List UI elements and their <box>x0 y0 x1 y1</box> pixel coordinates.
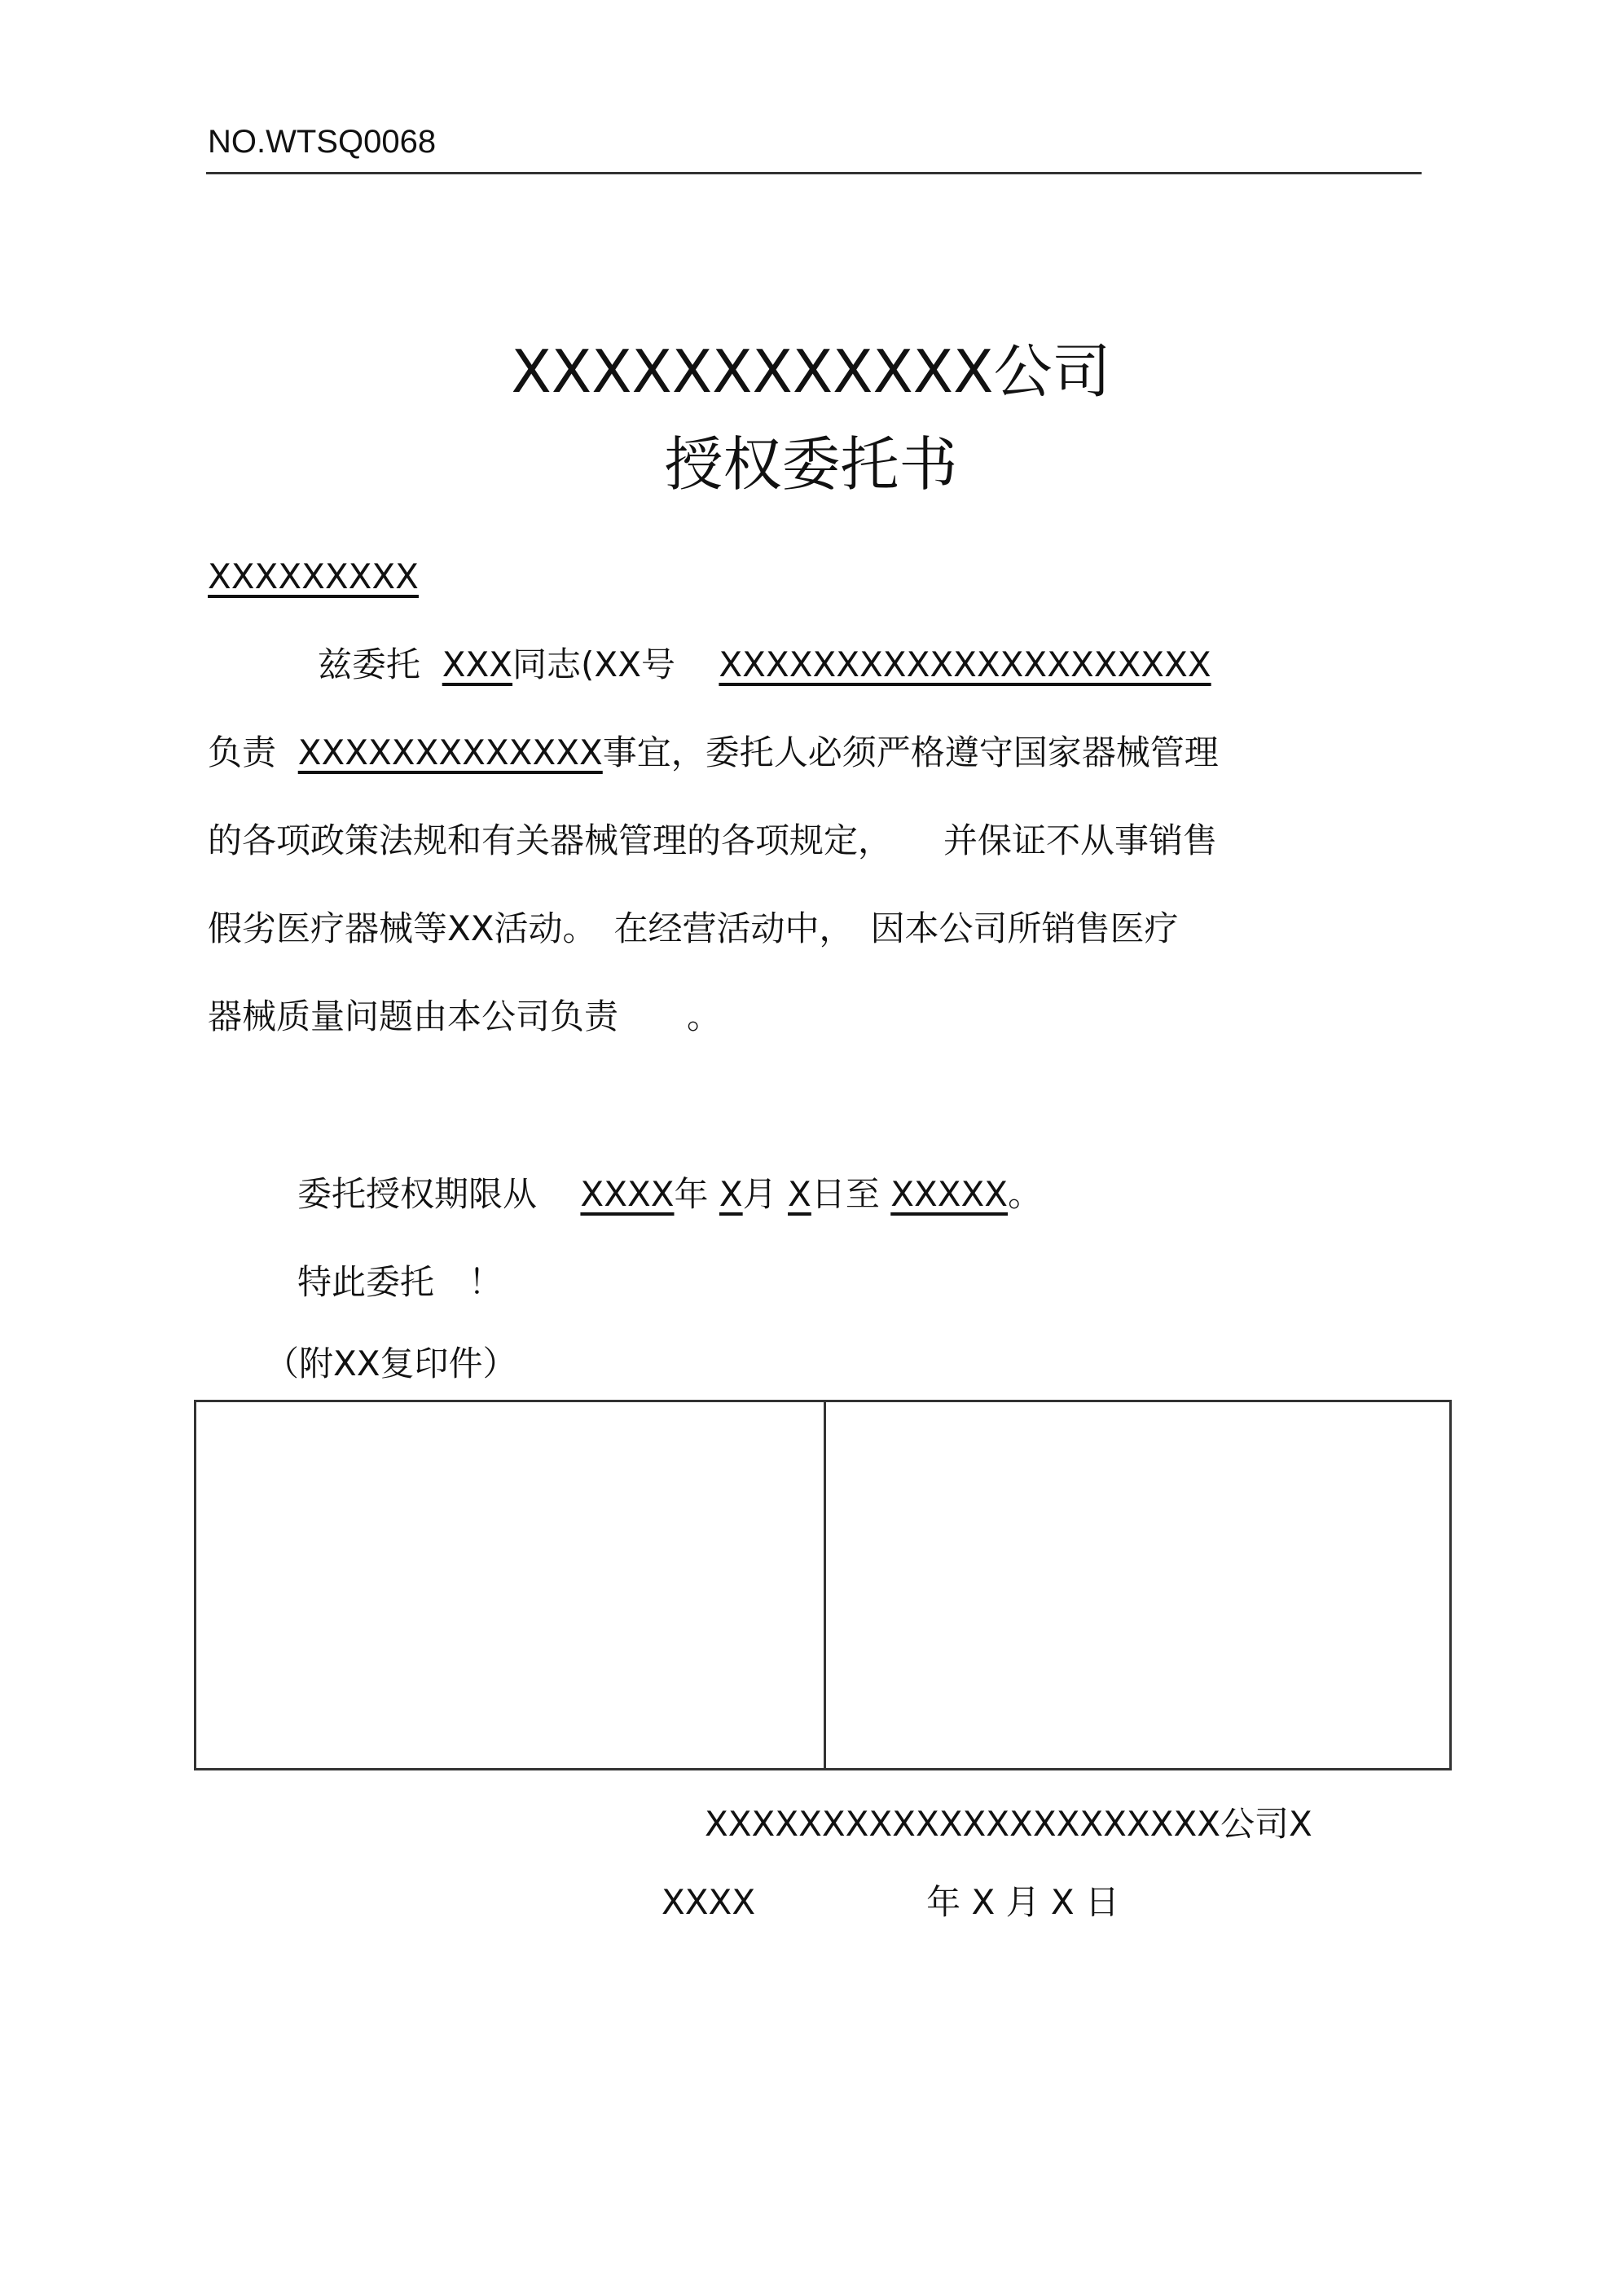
body-line-1 <box>318 621 1211 709</box>
id-number-field: XXXXXXXXXXXXXXXXXXXXX <box>719 644 1211 684</box>
id-copy-box <box>194 1400 1452 1770</box>
to-label: 日至 <box>811 1174 880 1214</box>
body-line-2-tail: 事宜，委托人必须严格遵守国家器械管理 <box>602 732 1219 772</box>
body-line-4: 假劣医疗器械等XX活动。 在经营活动中， 因本公司所销售医疗 <box>208 908 1179 948</box>
header-rule <box>206 172 1422 174</box>
body-line-2 <box>208 709 1219 797</box>
entrusted-person: XXX <box>442 644 513 684</box>
period-lead: 委托授权期限从 <box>297 1174 538 1214</box>
period-from-month: X <box>719 1174 743 1214</box>
signature-company: XXXXXXXXXXXXXXXXXXXXXX公司X <box>705 1804 1312 1844</box>
period-from-year: XXXX <box>580 1174 675 1214</box>
period-from-day: X <box>788 1174 811 1214</box>
period-end: 。 <box>1008 1174 1043 1214</box>
id-copy-divider <box>824 1402 826 1768</box>
period-to: XXXXX <box>890 1174 1009 1214</box>
responsible-lead: 负责 <box>208 732 277 772</box>
document-number: NO.WTSQ0068 <box>208 124 437 160</box>
matter-field: XXXXXXXXXXXXX <box>297 732 603 772</box>
recipient: XXXXXXXXX <box>208 556 419 596</box>
signature-date: XXXX 年 X 月 X 日 <box>662 1882 1120 1922</box>
year-label: 年 <box>674 1174 709 1214</box>
authorization-period <box>297 1150 1042 1238</box>
company-title: XXXXXXXXXXXX公司 <box>511 337 1111 406</box>
body-line-5: 器械质量问题由本公司负责 。 <box>208 996 722 1036</box>
month-label: 月 <box>742 1174 777 1214</box>
document-title: 授权委托书 <box>664 430 958 499</box>
attachment-note: （附XX复印件） <box>265 1344 517 1383</box>
body-line-3: 的各项政策法规和有关器械管理的各项规定， 并保证不从事销售 <box>208 820 1218 860</box>
id-label: 同志(XX号 <box>512 644 675 684</box>
closing-phrase: 特此委托 ！ <box>297 1262 503 1302</box>
entrust-lead: 兹委托 <box>318 644 421 684</box>
